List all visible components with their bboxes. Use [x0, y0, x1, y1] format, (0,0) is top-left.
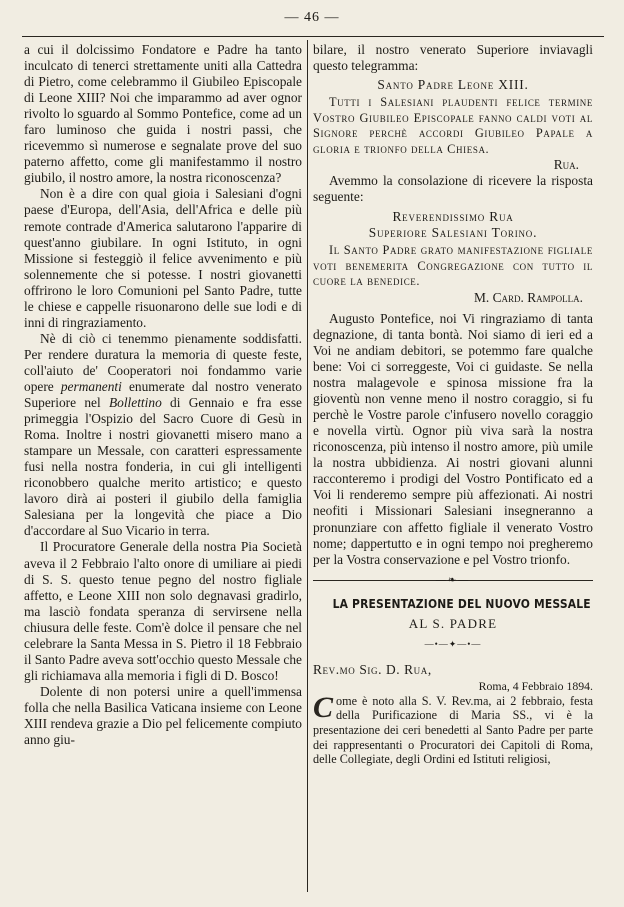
- paragraph: Augusto Pontefice, noi Vi ringraziamo di tanta degnazione, di tanta bontà. Noi siamo di ieri ed a Voi ne andiam debitori, se potemmo fare qualche bene: Voi ci sorreggeste, Voi ci guidaste. Se nella nostra malagevole e spinosa missione fra la gioventù non venne meno il nostro coraggio, si fu perchè le Vostre parole c'infusero novello coraggio e novella virtù. Ognor più viva sarà la nostra riconoscenza, più intenso il nostro amore, più umile la nostra ubbidienza. Ai nostri giovani alunni racconteremo i prodigi del Vostro Pontificato ed a Voi li renderemo sempre più affezionati. Ai nostri neofiti i Missionari Salesiani insegneranno a pronunziare con affetto figliale il venerato Vostro nome; dappertutto e in ogni tempo noi pregheremo per la Vostra conservazione e pel Vostro trionfo.: [313, 310, 593, 567]
- paragraph: bilare, il nostro venerato Superiore inviavagli questo telegramma:: [313, 42, 593, 74]
- article-text: ome è noto alla S. V. Rev.ma, ai 2 febbraio, festa della Purificazione di Maria SS., vi è la presentazione dei ceri benedetti al Santo Padre per parte dei rappresentanti o Procuratori dei Capitoli di Roma, delle Collegiate, degli Ordini ed Istituti religiosi,: [313, 693, 593, 767]
- article-paragraph: [313, 690, 593, 767]
- left-column: [24, 42, 302, 748]
- paragraph: a cui il dolcissimo Fondatore e Padre ha tanto inculcato di tenerci strettamente uniti alla Cattedra di Pietro, come celebrammo il Giubileo Episcopale di Leone XIII? Noi che imparammo ad aver ognor rivolto lo sguardo al Sommo Pontefice, come ad un faro luminoso che guida i nostri passi, che ricevemmo sì numerose e segnalate prove del suo paterno affetto, come gli manifestammo il nostro giubilo, il nostro amore, la nostra riconoscenza?: [24, 42, 302, 186]
- reply-signature: M. Card. Rampolla.: [473, 289, 583, 305]
- telegram-signature: Rua.: [553, 157, 579, 173]
- telegram-text: Tutti i Salesiani plaudenti felice termine Vostro Giubileo Episcopale fanno caldi voti al Signore perchè accordi Giubileo Papale a gloria e trionfo della Chiesa.: [313, 95, 593, 156]
- article-title: LA PRESENTAZIONE DEL NUOVO MESSALE: [332, 595, 591, 611]
- italic-word: permanenti: [60, 378, 122, 394]
- header-rule: [22, 36, 604, 37]
- reply-addressee: Reverendissimo Rua: [392, 209, 514, 225]
- ornament: —❧—: [435, 574, 471, 586]
- right-column: [313, 42, 593, 767]
- page-number: — 46 —: [284, 10, 340, 25]
- italic-word: Bollettino: [108, 395, 162, 411]
- reply-addressee: Superiore Salesiani Torino.: [368, 225, 538, 241]
- paragraph: Avemmo la consolazione di ricevere la risposta seguente:: [313, 173, 593, 205]
- column-divider: [307, 40, 308, 892]
- paragraph-text: enumerate dal nostro venerato Superiore nel: [24, 378, 302, 411]
- paragraph-text: di Gennaio e fra esse primeggia l'Ospizio del Sacro Cuore di Gesù in Roma. Inoltre i nostri giovanetti misero mano a stampare un Messale, con caratteri espressamente fusi nella nostra fonderia, in cui gli intelligenti riconobbero qualche merito artistico; e questo lavoro dirà ai posteri il giubilo della famiglia Salesiana per la longevità che piace a Dio d'accordare al Suo Vicario in terra.: [24, 395, 302, 539]
- paragraph: Il Procuratore Generale della nostra Pia Società aveva il 2 Febbraio l'alto onore di umiliare ai piedi di S. S. questo tenue pegno del nostro figliale affetto, e Leone XIII non solo degnavasi gradirlo, ma lasciò fondata speranza di servirsene nella chiusura delle feste. Com'è dolce il pensare che nel celebrare la Santa Messa in S. Pietro il 18 Febbraio il Santo Padre aveva sott'occhio questo Messale che gli richiamava alla memoria i figli di D. Bosco!: [24, 539, 302, 683]
- paragraph: [24, 331, 302, 540]
- dateline: Roma, 4 Febbraio 1894.: [478, 678, 593, 693]
- paragraph: Non è a dire con qual gioia i Salesiani d'ogni paese d'Europa, dell'Asia, dell'Africa e delle più remote contrade d'America salutarono l'apparire di quest'anno giubilare. In ogni Istituto, in ogni Missione si festeggiò il felice avvenimento e più solennemente che si potesse. I nostri giovanetti offrirono le loro Comunioni pel Santo Padre, tutte le chiese e cappelle risuonarono delle sue lodi e di inni di ringraziamento.: [24, 186, 302, 330]
- paragraph: Dolente di non potersi unire a quell'immensa folla che nella Basilica Vaticana insieme con Leone XIII rendeva grazie a Dio pel felicemente compiuto anno giu-: [24, 683, 302, 748]
- salutation: Rev.mo Sig. D. Rua,: [313, 661, 432, 677]
- reply-text: Il Santo Padre grato manifestazione figliale voti benemerita Congregazione con tutto il cuore la benedice.: [313, 243, 593, 289]
- drop-cap: C: [313, 690, 334, 724]
- telegram-addressee: Santo Padre Leone XIII.: [377, 77, 529, 93]
- article-subtitle: AL S. PADRE: [408, 615, 498, 631]
- ornament: —•—✦—•—: [424, 638, 482, 649]
- paragraph-text: Nè di ciò ci tenemmo pienamente soddisfatti. Per rendere duratura la memoria di queste feste, coll'aiuto de' Cooperatori noi fondammo varie opere: [24, 330, 302, 394]
